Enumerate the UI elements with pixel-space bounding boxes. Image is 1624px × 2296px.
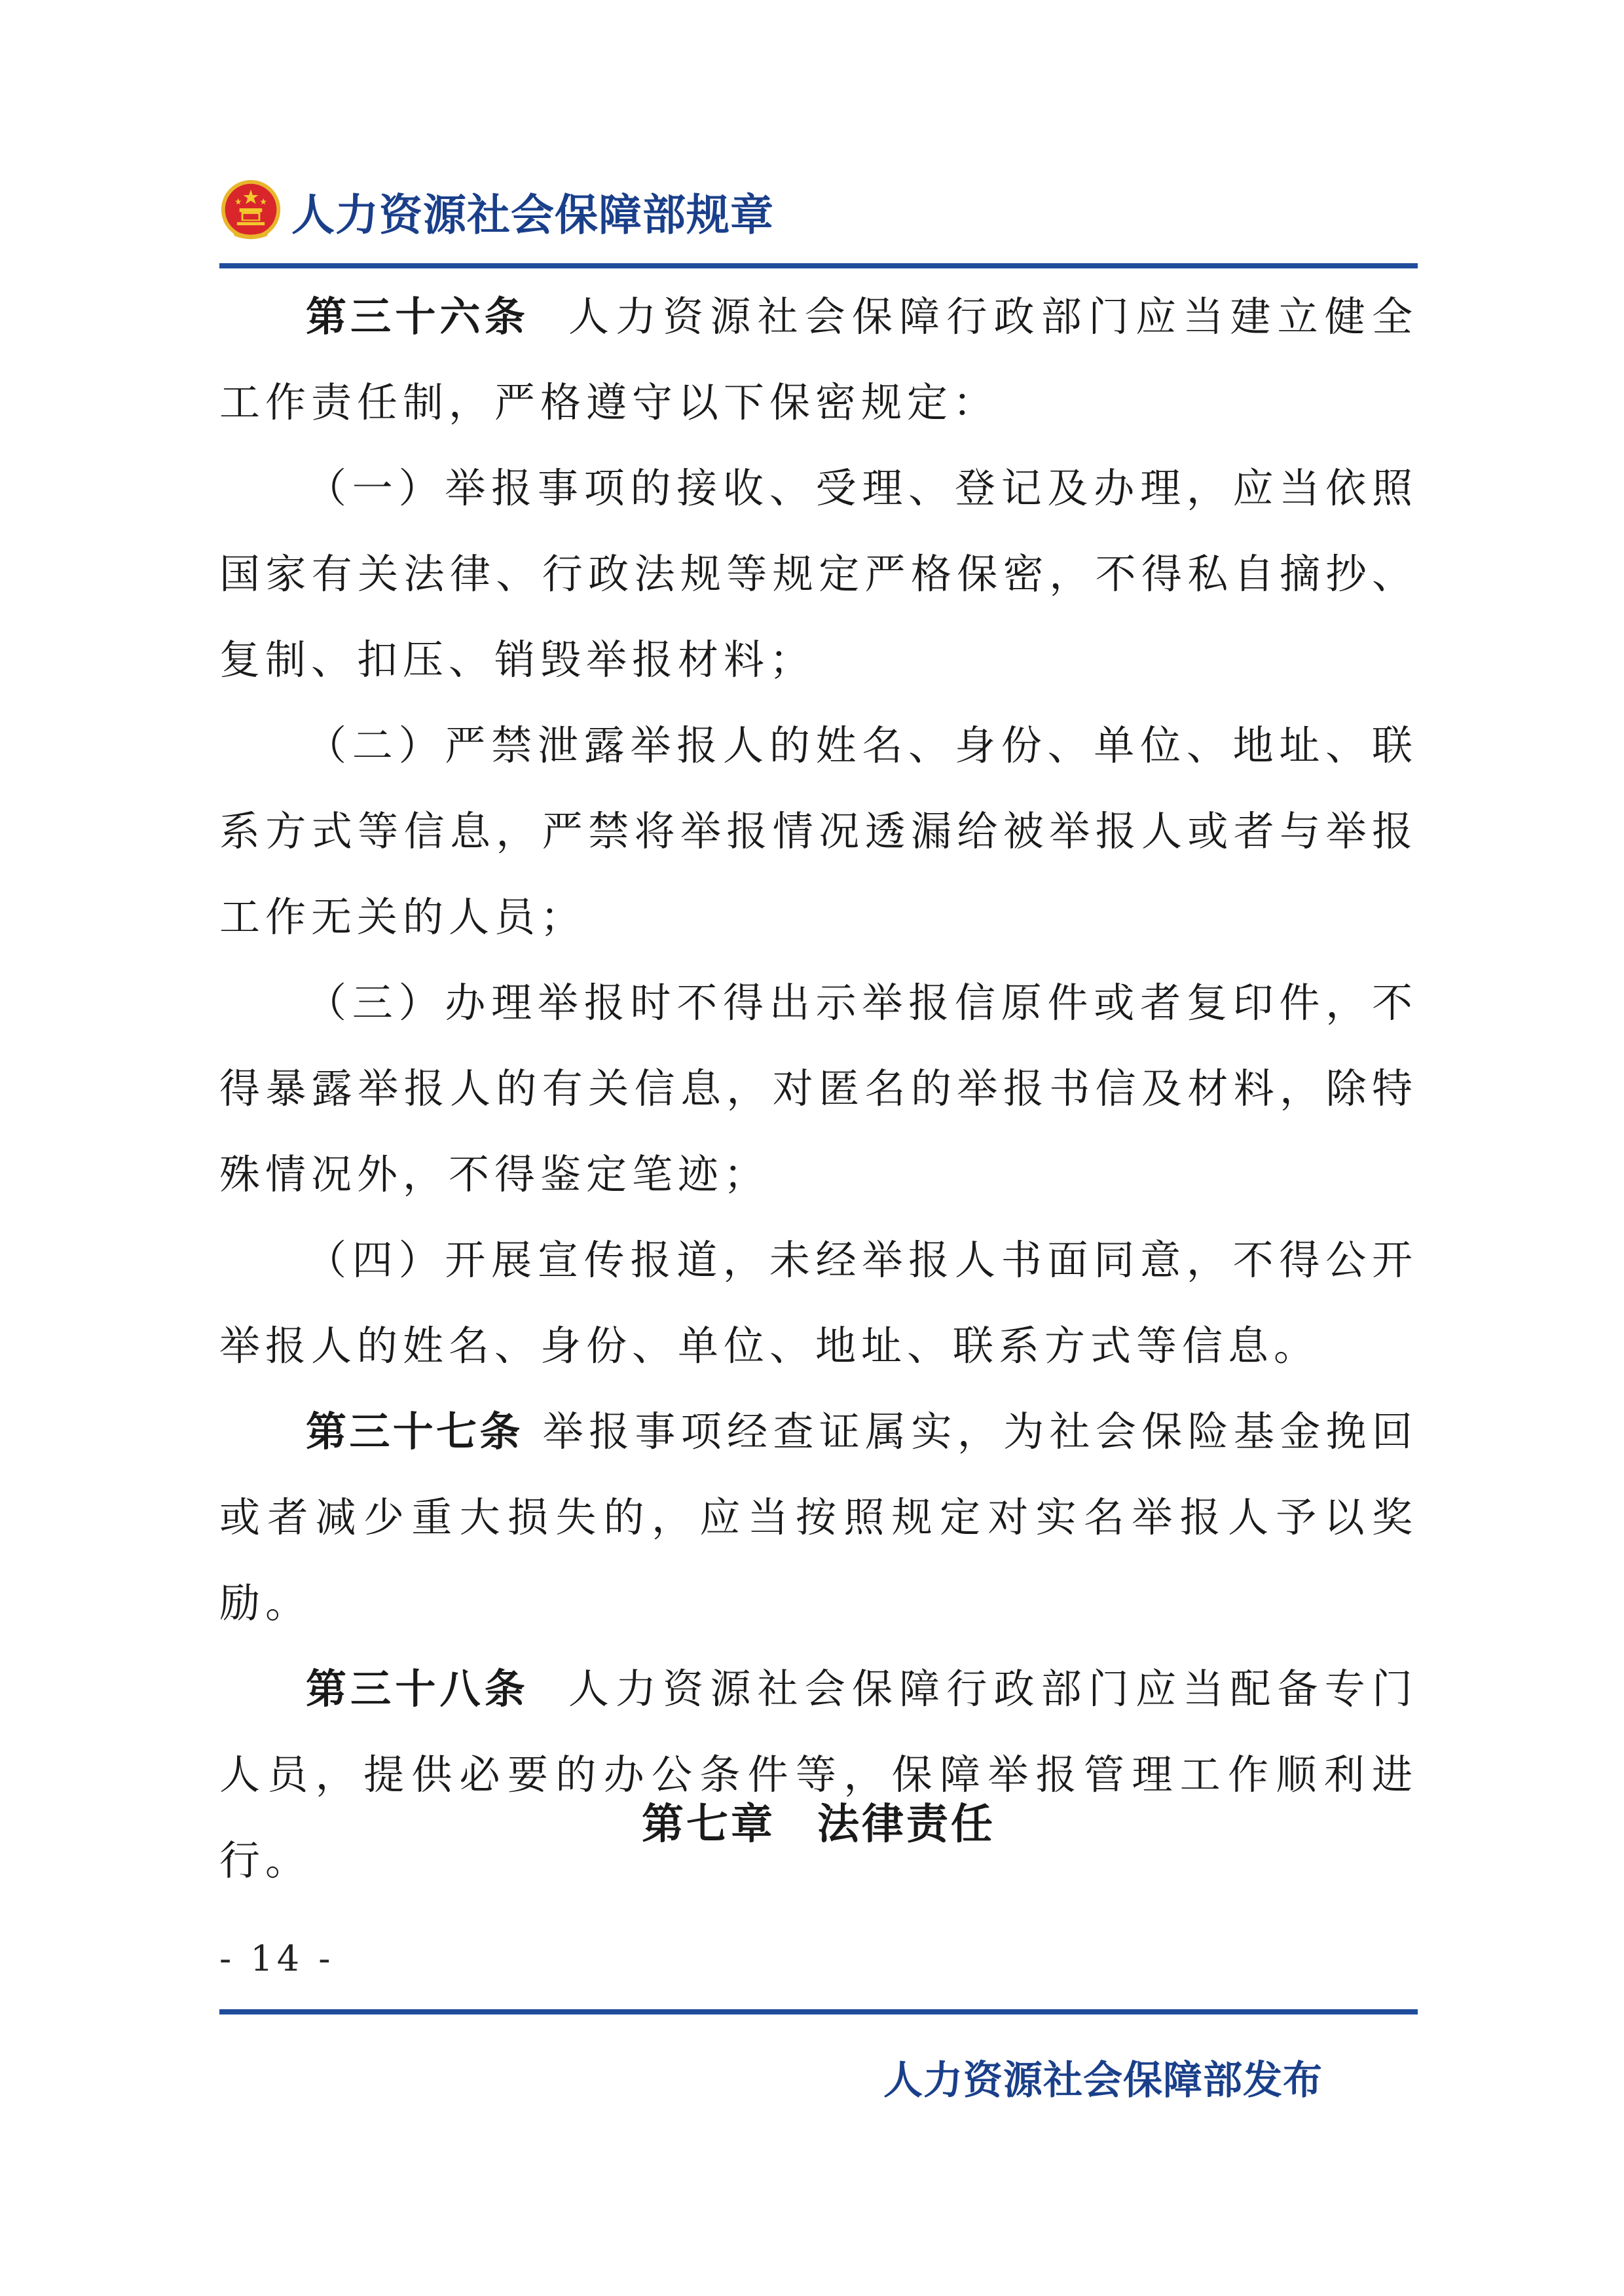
article-36 (219, 274, 1418, 445)
clause-text: （三）办理举报时不得出示举报信原件或者复印件，不得暴露举报人的有关信息，对匿名的举报书信及材料，除特殊情况外，不得鉴定笔迹； (219, 979, 1418, 1198)
header-divider (219, 263, 1418, 268)
article-text: 人力资源社会保障行政部门应当建立健全工作责任制，严格遵守以下保密规定： (219, 293, 1418, 426)
chapter-number: 第七章 (642, 1800, 775, 1849)
article-text: 人力资源社会保障行政部门应当配备专门人员，提供必要的办公条件等，保障举报管理工作顺利进行。 (219, 1665, 1418, 1884)
page-header (219, 172, 774, 250)
article-38 (219, 1646, 1418, 1903)
clause-4 (219, 1217, 1418, 1389)
article-text: 举报事项经查证属实，为社会保险基金挽回或者减少重大损失的，应当按照规定对实名举报人予以奖励。 (219, 1408, 1418, 1627)
footer-publisher: 人力资源社会保障部发布 (883, 2058, 1323, 2104)
clause-1 (219, 445, 1418, 702)
chapter-heading (219, 1791, 1418, 1851)
article-number: 第三十七条 (306, 1408, 523, 1455)
chapter-title: 法律责任 (817, 1800, 995, 1849)
clause-text: （四）开展宣传报道，未经举报人书面同意，不得公开举报人的姓名、身份、单位、地址、联系方式等信息。 (219, 1236, 1418, 1370)
document-body (219, 274, 1418, 1903)
page-number: - 14 - (219, 1938, 335, 1979)
national-emblem-icon (219, 179, 282, 242)
clause-3 (219, 960, 1418, 1217)
clause-2 (219, 702, 1418, 960)
article-37 (219, 1389, 1418, 1646)
header-title: 人力资源社会保障部规章 (291, 189, 774, 240)
clause-text: （一）举报事项的接收、受理、登记及办理，应当依照国家有关法律、行政法规等规定严格保密，不得私自摘抄、复制、扣压、销毁举报材料； (219, 464, 1418, 683)
article-number: 第三十八条 (306, 1665, 529, 1713)
footer-divider (219, 2009, 1418, 2014)
article-number: 第三十六条 (306, 293, 529, 340)
clause-text: （二）严禁泄露举报人的姓名、身份、单位、地址、联系方式等信息，严禁将举报情况透漏给被举报人或者与举报工作无关的人员； (219, 721, 1418, 941)
